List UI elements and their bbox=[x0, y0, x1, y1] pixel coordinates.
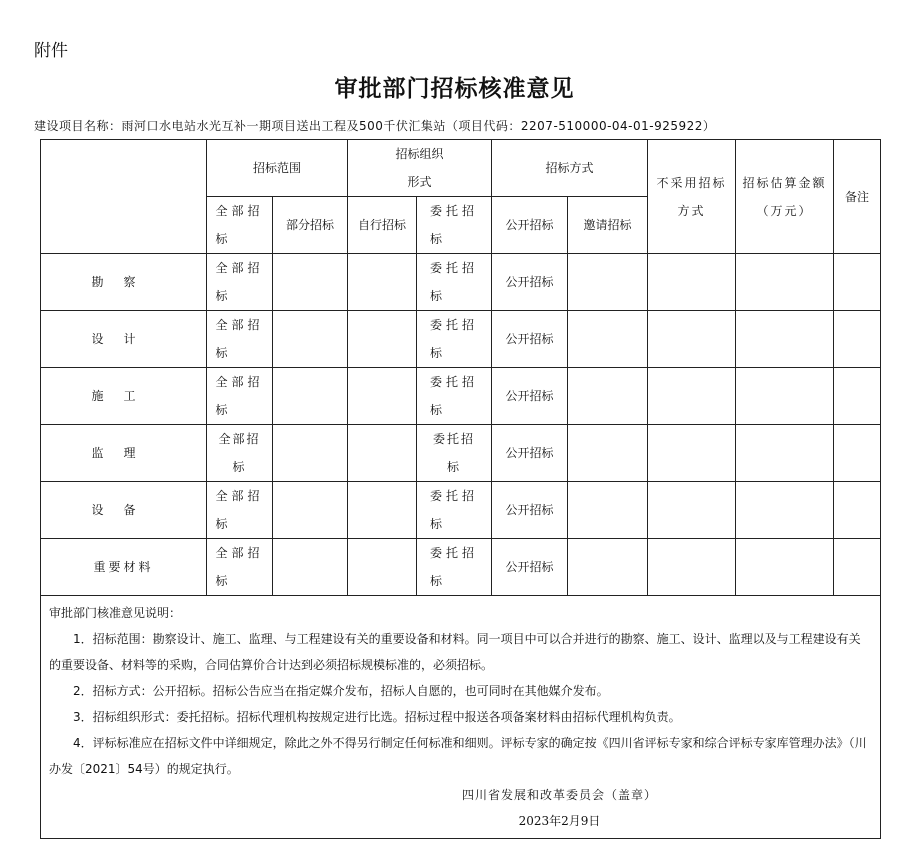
row-label: 设备 bbox=[41, 482, 207, 539]
empty-cell bbox=[834, 311, 881, 368]
table-row bbox=[41, 425, 881, 482]
empty-cell bbox=[736, 539, 834, 596]
row-org: 委托招标 bbox=[433, 432, 476, 474]
empty-cell bbox=[648, 368, 736, 425]
row-org: 委托招标 bbox=[430, 546, 479, 588]
header-entrust bbox=[417, 197, 492, 254]
empty-cell bbox=[736, 311, 834, 368]
header-corner-cell bbox=[41, 140, 207, 254]
row-scope: 全部招标 bbox=[215, 318, 264, 360]
note-item-4: 4．评标标准应在招标文件中详细规定，除此之外不得另行制定任何标准和细则。评标专家的确定按《四川省评标专家和综合评标专家库管理办法》（川办发〔2021〕54号）的规定执行。 bbox=[49, 736, 867, 776]
header-entrust-text: 委托招标 bbox=[430, 204, 479, 246]
header-full-text: 全部招标 bbox=[215, 204, 264, 246]
empty-cell bbox=[648, 254, 736, 311]
row-method: 公开招标 bbox=[492, 254, 568, 311]
empty-cell bbox=[648, 425, 736, 482]
empty-cell bbox=[736, 368, 834, 425]
row-scope-cell bbox=[207, 539, 273, 596]
row-scope-cell bbox=[207, 482, 273, 539]
empty-cell bbox=[273, 425, 348, 482]
empty-cell bbox=[348, 311, 417, 368]
empty-cell bbox=[348, 368, 417, 425]
approval-table bbox=[40, 139, 881, 839]
empty-cell bbox=[648, 482, 736, 539]
header-open: 公开招标 bbox=[492, 197, 568, 254]
row-org: 委托招标 bbox=[430, 489, 479, 531]
empty-cell bbox=[273, 539, 348, 596]
table-row bbox=[41, 368, 881, 425]
header-invite: 邀请招标 bbox=[568, 197, 648, 254]
empty-cell bbox=[834, 482, 881, 539]
empty-cell bbox=[834, 539, 881, 596]
header-org-form-line2: 形式 bbox=[407, 175, 432, 189]
header-remarks: 备注 bbox=[834, 140, 881, 254]
row-org-cell bbox=[417, 482, 492, 539]
row-label: 监理 bbox=[41, 425, 207, 482]
note-item-1: 1．招标范围：勘察设计、施工、监理、与工程建设有关的重要设备和材料。同一项目中可以合并进行的勘察、施工、设计、监理以及与工程建设有关的重要设备、材料等的采购，合同估算价合计达到必须招标规模标准的，必须招标。 bbox=[49, 632, 861, 672]
document-title: 审批部门招标核准意见 bbox=[334, 75, 575, 102]
empty-cell bbox=[273, 311, 348, 368]
row-scope-cell bbox=[207, 368, 273, 425]
empty-cell bbox=[834, 368, 881, 425]
row-org-cell bbox=[417, 425, 492, 482]
header-org-form-line1: 招标组织 bbox=[395, 147, 444, 161]
row-scope: 全部招标 bbox=[215, 489, 264, 531]
row-label: 设计 bbox=[41, 311, 207, 368]
header-partial: 部分招标 bbox=[273, 197, 348, 254]
row-org-cell bbox=[417, 539, 492, 596]
row-method: 公开招标 bbox=[492, 311, 568, 368]
empty-cell bbox=[648, 311, 736, 368]
empty-cell bbox=[648, 539, 736, 596]
table-row bbox=[41, 539, 881, 596]
row-label: 重要材料 bbox=[41, 539, 207, 596]
row-scope-cell bbox=[207, 311, 273, 368]
row-label: 勘察 bbox=[41, 254, 207, 311]
notes-cell bbox=[41, 596, 881, 839]
header-not-used-text: 不采用招标方式 bbox=[656, 175, 727, 218]
note-item-2: 2．招标方式：公开招标。招标公告应当在指定媒介发布，招标人自愿的，也可同时在其他媒介发布。 bbox=[73, 684, 609, 698]
empty-cell bbox=[736, 254, 834, 311]
row-org-cell bbox=[417, 311, 492, 368]
empty-cell bbox=[568, 425, 648, 482]
signature-date: 2023年2月9日 bbox=[518, 814, 601, 828]
empty-cell bbox=[348, 482, 417, 539]
header-estimate bbox=[736, 140, 834, 254]
empty-cell bbox=[834, 425, 881, 482]
notes-row bbox=[41, 596, 881, 839]
empty-cell bbox=[568, 311, 648, 368]
row-org-cell bbox=[417, 368, 492, 425]
header-method: 招标方式 bbox=[492, 140, 648, 197]
empty-cell bbox=[568, 539, 648, 596]
header-not-used bbox=[648, 140, 736, 254]
empty-cell bbox=[834, 254, 881, 311]
row-org-cell bbox=[417, 254, 492, 311]
empty-cell bbox=[348, 254, 417, 311]
empty-cell bbox=[348, 425, 417, 482]
header-self: 自行招标 bbox=[348, 197, 417, 254]
row-method: 公开招标 bbox=[492, 425, 568, 482]
row-method: 公开招标 bbox=[492, 539, 568, 596]
empty-cell bbox=[568, 368, 648, 425]
header-full bbox=[207, 197, 273, 254]
row-scope: 全部招标 bbox=[215, 261, 264, 303]
header-scope: 招标范围 bbox=[207, 140, 348, 197]
project-name-line: 建设项目名称：雨河口水电站水光互补一期项目送出工程及500千伏汇集站（项目代码：2207-510000-04-01-925922） bbox=[34, 119, 716, 133]
row-org: 委托招标 bbox=[430, 318, 479, 360]
table-row bbox=[41, 482, 881, 539]
empty-cell bbox=[568, 482, 648, 539]
empty-cell bbox=[568, 254, 648, 311]
row-scope-cell bbox=[207, 254, 273, 311]
row-method: 公开招标 bbox=[492, 482, 568, 539]
row-org: 委托招标 bbox=[430, 375, 479, 417]
empty-cell bbox=[273, 482, 348, 539]
row-scope-cell bbox=[207, 425, 273, 482]
table-row bbox=[41, 311, 881, 368]
table-row bbox=[41, 254, 881, 311]
row-scope: 全部招标 bbox=[218, 432, 261, 474]
header-row-1 bbox=[41, 140, 881, 197]
attachment-label: 附件 bbox=[34, 41, 68, 61]
empty-cell bbox=[348, 539, 417, 596]
header-estimate-text: 招标估算金额（万元） bbox=[742, 175, 827, 218]
empty-cell bbox=[736, 425, 834, 482]
row-scope: 全部招标 bbox=[215, 546, 264, 588]
notes-heading: 审批部门核准意见说明： bbox=[49, 606, 182, 620]
row-label: 施工 bbox=[41, 368, 207, 425]
signature: 四川省发展和改革委员会（盖章） bbox=[462, 788, 658, 802]
empty-cell bbox=[273, 368, 348, 425]
note-item-3: 3．招标组织形式：委托招标。招标代理机构按规定进行比选。招标过程中报送各项备案材料由招标代理机构负责。 bbox=[73, 710, 681, 724]
empty-cell bbox=[736, 482, 834, 539]
row-method: 公开招标 bbox=[492, 368, 568, 425]
header-org-form bbox=[348, 140, 492, 197]
row-org: 委托招标 bbox=[430, 261, 479, 303]
row-scope: 全部招标 bbox=[215, 375, 264, 417]
empty-cell bbox=[273, 254, 348, 311]
